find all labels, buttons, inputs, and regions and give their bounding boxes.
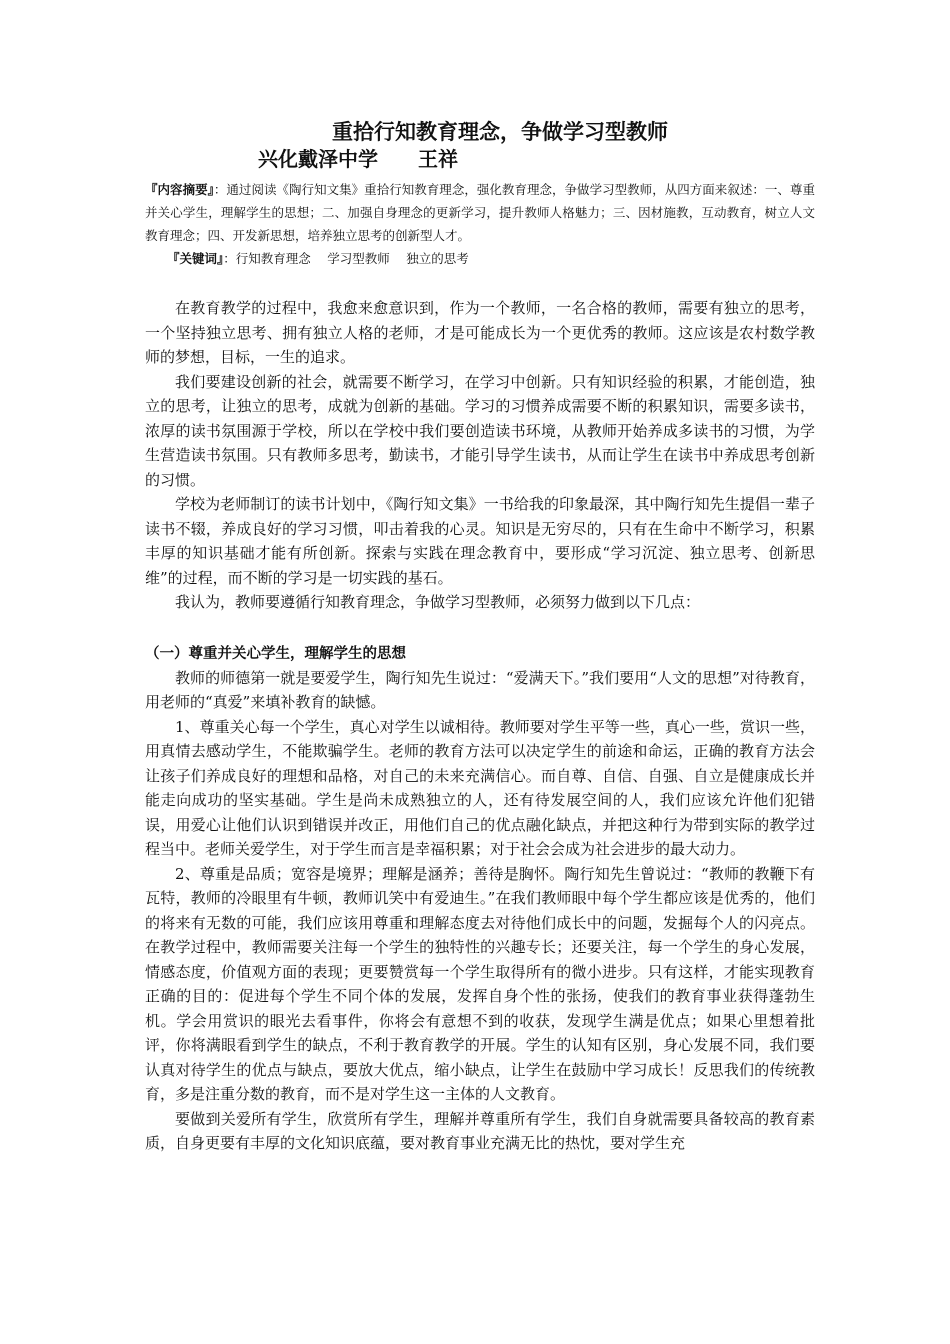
keywords <box>167 247 815 270</box>
keywords-text: ：行知教育理念 学习型教师 独立的思考 <box>223 251 469 266</box>
section1-paragraph-4: 要做到关爱所有学生，欣赏所有学生，理解并尊重所有学生，我们自身就需要具备较高的教育素质，自身更要有丰厚的文化知识底蕴，要对教育事业充满无比的热忱，要对学生充 <box>145 1109 815 1152</box>
section1-paragraph-1: 教师的师德第一就是要爱学生，陶行知先生说过：“爱满天下。”我们要用“人文的思想”对待教育，用老师的“真爱”来填补教育的缺憾。 <box>145 668 815 711</box>
page-title: 重拾行知教育理念，争做学习型教师 <box>332 120 668 144</box>
abstract <box>145 178 815 247</box>
section1-paragraph-2: 1、尊重关心每一个学生，真心对学生以诚相待。教师要对学生平等一些，真心一些，赏识一些，用真情去感动学生，不能欺骗学生。老师的教育方法可以决定学生的前途和命运，正确的教育方法会让孩子们养成良好的理想和品格，对自己的未来充满信心。而自尊、自信、自强、自立是健康成长并能走向成功的坚实基础。学生是尚未成熟独立的人，还有待发展空间的人，我们应该允许他们犯错误，用爱心让他们认识到错误并改正，用他们自己的优点融化缺点，并把这种行为带到实际的教学过程当中。老师关爱学生，对于学生而言是幸福积累；对于社会会成为社会进步的最大动力。 <box>145 717 815 858</box>
paragraph-intro-2: 我们要建设创新的社会，就需要不断学习，在学习中创新。只有知识经验的积累，才能创造，独立的思考，让独立的思考，成就为创新的基础。学习的习惯养成需要不断的积累知识，需要多读书，浓厚的读书氛围源于学校，所以在学校中我们要创造读书环境，从教师开始养成多读书的习惯，为学生营造读书氛围。只有教师多思考，勤读书，才能引导学生读书，从而让学生在读书中养成思考创新的习惯。 <box>145 372 815 489</box>
section-heading-1: （一）尊重并关心学生，理解学生的思想 <box>145 645 406 662</box>
document-page <box>145 118 815 1156</box>
abstract-label: 『内容摘要』 <box>145 182 214 197</box>
paragraph-intro-1: 在教育教学的过程中，我愈来愈意识到，作为一个教师，一名合格的教师，需要有独立的思考，一个坚持独立思考、拥有独立人格的老师，才是可能成长为一个更优秀的教师。这应该是农村数学教师的梦想，目标，一生的追求。 <box>145 299 815 366</box>
abstract-text: ：通过阅读《陶行知文集》重拾行知教育理念，强化教育理念，争做学习型教师，从四方面来叙述：一、尊重并关心学生，理解学生的思想；二、加强自身理念的更新学习，提升教师人格魅力；三、因材施教，互动教育，树立人文教育理念；四、开发新思想，培养独立思考的创新型人才。 <box>145 182 815 243</box>
paragraph-intro-4: 我认为，教师要遵循行知教育理念，争做学习型教师，必须努力做到以下几点： <box>175 593 701 611</box>
keywords-label: 『关键词』 <box>167 251 224 266</box>
paragraph-intro-3: 学校为老师制订的读书计划中，《陶行知文集》一书给我的印象最深，其中陶行知先生提倡一辈子读书不辍，养成良好的学习习惯，叩击着我的心灵。知识是无穷尽的，只有在生命中不断学习，积累丰厚的知识基础才能有所创新。探索与实践在理念教育中，要形成“学习沉淀、独立思考、创新思维”的过程，而不断的学习是一切实践的基石。 <box>145 495 815 587</box>
author-line: 兴化戴泽中学 王祥 <box>258 147 458 171</box>
section1-paragraph-3: 2、尊重是品质；宽容是境界；理解是涵养；善待是胸怀。陶行知先生曾说过：“教师的教鞭下有瓦特，教师的冷眼里有牛顿，教师讥笑中有爱迪生。”在我们教师眼中每个学生都应该是优秀的，他们的将来有无数的可能，我们应该用尊重和理解态度去对待他们成长中的问题，发掘每个人的闪亮点。在教学过程中，教师需要关注每一个学生的独特性的兴趣专长；还要关注，每一个学生的身心发展，情感态度，价值观方面的表现；更要赞赏每一个学生取得所有的微小进步。只有这样，才能实现教育正确的目的：促进每个学生不同个体的发展，发挥自身个性的张扬，使我们的教育事业获得蓬勃生机。学会用赏识的眼光去看事件，你将会有意想不到的收获，发现学生满是优点；如果心里想着批评，你将满眼看到学生的缺点，不利于教育教学的开展。学生的认知有区别，身心发展不同，我们要认真对待学生的优点与缺点，要放大优点，缩小缺点，让学生在鼓励中学习成长！反思我们的传统教育，多是注重分数的教育，而不是对学生这一主体的人文教育。 <box>145 864 815 1103</box>
